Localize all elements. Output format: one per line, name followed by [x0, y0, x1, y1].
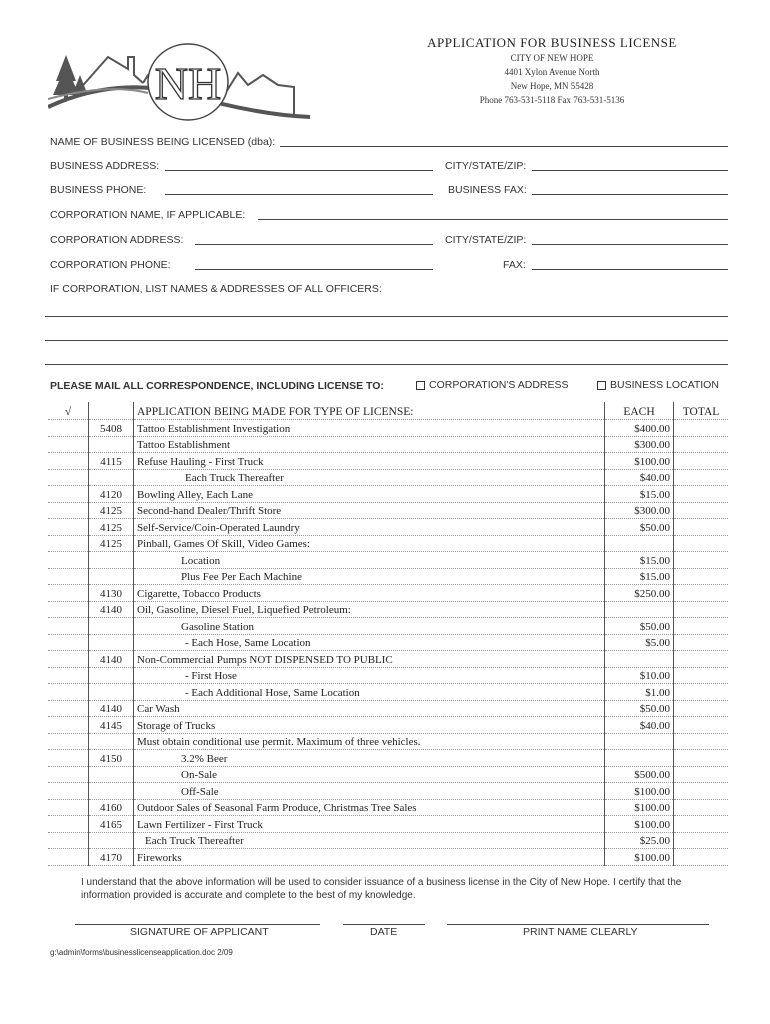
license-description-text: - Each Hose, Same Location — [185, 637, 311, 649]
license-code: 4125 — [89, 535, 134, 552]
each-header: EACH — [605, 402, 674, 420]
license-code: 4145 — [89, 717, 134, 734]
license-code: 5408 — [89, 420, 134, 437]
table-row — [48, 535, 728, 552]
table-row — [48, 766, 728, 783]
table-row — [48, 799, 728, 816]
print-name-input[interactable] — [447, 924, 709, 925]
check-cell[interactable] — [48, 684, 89, 701]
table-row — [48, 651, 728, 668]
check-cell[interactable] — [48, 585, 89, 602]
corp-name-input[interactable] — [258, 219, 728, 220]
each-fee: $15.00 — [605, 552, 674, 569]
total-cell[interactable] — [674, 634, 729, 651]
each-fee: $50.00 — [605, 618, 674, 635]
table-row — [48, 453, 728, 470]
license-code — [89, 766, 134, 783]
corp-phone-label: CORPORATION PHONE: — [50, 259, 171, 271]
total-cell[interactable] — [674, 717, 729, 734]
check-cell[interactable] — [48, 832, 89, 849]
type-header: APPLICATION BEING MADE FOR TYPE OF LICENSE: — [134, 402, 605, 420]
each-fee: $100.00 — [605, 849, 674, 866]
table-row — [48, 601, 728, 618]
license-code — [89, 618, 134, 635]
officers-line-1[interactable] — [45, 316, 728, 317]
license-code: 4160 — [89, 799, 134, 816]
license-description — [134, 799, 605, 816]
each-fee: $15.00 — [605, 568, 674, 585]
check-cell[interactable] — [48, 453, 89, 470]
license-description-text: 3.2% Beer — [181, 752, 228, 765]
check-cell[interactable] — [48, 552, 89, 569]
license-description-text: Car Wash — [137, 703, 180, 715]
file-path: g:\admin\forms\businesslicenseapplication.doc 2/09 — [50, 948, 233, 957]
license-code — [89, 733, 134, 750]
print-name-label: PRINT NAME CLEARLY — [523, 926, 638, 938]
each-fee: $25.00 — [605, 832, 674, 849]
license-description-text: Tattoo Establishment — [137, 439, 231, 451]
business-fax-label: BUSINESS FAX: — [448, 184, 527, 196]
form-title: APPLICATION FOR BUSINESS LICENSE — [427, 35, 677, 50]
table-header-row — [48, 402, 728, 420]
each-fee: $100.00 — [605, 799, 674, 816]
license-description — [134, 469, 605, 486]
each-fee: $40.00 — [605, 717, 674, 734]
license-description — [134, 436, 605, 453]
table-row — [48, 568, 728, 585]
check-cell[interactable] — [48, 502, 89, 519]
license-description — [134, 651, 605, 668]
license-description — [134, 766, 605, 783]
corp-phone-input[interactable] — [195, 269, 433, 270]
license-code: 4140 — [89, 700, 134, 717]
license-description — [134, 585, 605, 602]
total-cell[interactable] — [674, 849, 729, 866]
check-cell[interactable] — [48, 667, 89, 684]
license-description — [134, 667, 605, 684]
license-code — [89, 684, 134, 701]
corp-address-label: CORPORATION ADDRESS: — [50, 234, 184, 246]
each-fee — [605, 750, 674, 767]
check-cell[interactable] — [48, 717, 89, 734]
total-cell[interactable] — [674, 651, 729, 668]
corp-city-state-zip-input[interactable] — [532, 244, 728, 245]
logo-letters: NH — [154, 58, 222, 109]
license-description-text: - Each Additional Hose, Same Location — [185, 686, 360, 699]
date-label: DATE — [370, 926, 398, 938]
license-description — [134, 535, 605, 552]
check-cell[interactable] — [48, 469, 89, 486]
license-code: 4115 — [89, 453, 134, 470]
each-fee: $50.00 — [605, 700, 674, 717]
license-description-text: Plus Fee Per Each Machine — [181, 571, 302, 583]
total-cell[interactable] — [674, 684, 729, 701]
table-row — [48, 684, 728, 701]
city-name: CITY OF NEW HOPE — [510, 53, 594, 63]
check-cell[interactable] — [48, 651, 89, 668]
each-fee — [605, 651, 674, 668]
total-cell[interactable] — [674, 601, 729, 618]
total-header: TOTAL — [674, 402, 729, 420]
table-row — [48, 585, 728, 602]
license-description — [134, 634, 605, 651]
total-cell[interactable] — [674, 766, 729, 783]
each-fee: $100.00 — [605, 816, 674, 833]
table-row — [48, 849, 728, 866]
table-row — [48, 733, 728, 750]
total-cell[interactable] — [674, 832, 729, 849]
city-logo — [48, 35, 316, 125]
license-description — [134, 568, 605, 585]
license-description — [134, 832, 605, 849]
license-code: 4125 — [89, 519, 134, 536]
table-row — [48, 519, 728, 536]
each-fee: $5.00 — [605, 634, 674, 651]
license-code — [89, 783, 134, 800]
check-cell[interactable] — [48, 634, 89, 651]
each-fee — [605, 601, 674, 618]
check-cell[interactable] — [48, 601, 89, 618]
license-description-text: Second-hand Dealer/Thrift Store — [137, 505, 282, 517]
license-code: 4120 — [89, 486, 134, 503]
check-cell[interactable] — [48, 750, 89, 767]
city-state: New Hope, MN 55428 — [510, 81, 594, 91]
license-description-text: Storage of Trucks — [137, 719, 216, 732]
each-fee: $10.00 — [605, 667, 674, 684]
each-fee: $100.00 — [605, 453, 674, 470]
table-row — [48, 700, 728, 717]
city-phone: Phone 763-531-5118 Fax 763-531-5136 — [479, 95, 625, 105]
license-description — [134, 552, 605, 569]
date-input[interactable] — [343, 924, 425, 925]
check-cell[interactable] — [48, 535, 89, 552]
check-cell[interactable] — [48, 849, 89, 866]
check-cell[interactable] — [48, 733, 89, 750]
total-cell[interactable] — [674, 552, 729, 569]
license-description-text: Off-Sale — [181, 785, 219, 798]
option-corp-address-label: CORPORATION'S ADDRESS — [429, 379, 569, 391]
each-fee: $500.00 — [605, 766, 674, 783]
license-description-text: Oil, Gasoline, Diesel Fuel, Liquefied Petroleum: — [137, 604, 351, 616]
license-description-text: - First Hose — [185, 670, 237, 682]
license-code: 4170 — [89, 849, 134, 866]
dba-input[interactable] — [280, 146, 728, 147]
total-cell[interactable] — [674, 436, 729, 453]
option-business-location[interactable] — [597, 379, 719, 391]
officers-label: IF CORPORATION, LIST NAMES & ADDRESSES OF ALL OFFICERS: — [50, 283, 382, 295]
check-cell[interactable] — [48, 420, 89, 437]
dba-label: NAME OF BUSINESS BEING LICENSED (dba): — [50, 136, 276, 148]
check-cell[interactable] — [48, 816, 89, 833]
table-row — [48, 832, 728, 849]
license-description-text: Cigarette, Tobacco Products — [137, 587, 261, 600]
license-description-text: Pinball, Games Of Skill, Video Games: — [137, 538, 310, 550]
business-address-label: BUSINESS ADDRESS: — [50, 160, 160, 172]
license-description — [134, 519, 605, 536]
table-row — [48, 436, 728, 453]
total-cell[interactable] — [674, 733, 729, 750]
license-code: 4125 — [89, 502, 134, 519]
business-address-input[interactable] — [165, 170, 433, 171]
license-description-text: Outdoor Sales of Seasonal Farm Produce, Christmas Tree Sales — [137, 802, 417, 814]
each-fee: $400.00 — [605, 420, 674, 437]
check-cell[interactable] — [48, 700, 89, 717]
fax-label: FAX: — [503, 259, 526, 271]
table-row — [48, 667, 728, 684]
table-row — [48, 502, 728, 519]
license-description — [134, 618, 605, 635]
license-description-text: Refuse Hauling - First Truck — [137, 455, 264, 468]
total-cell[interactable] — [674, 585, 729, 602]
total-cell[interactable] — [674, 502, 729, 519]
license-description-text: Bowling Alley, Each Lane — [137, 488, 253, 501]
corp-address-input[interactable] — [195, 244, 433, 245]
license-description-text: Each Truck Thereafter — [145, 835, 244, 847]
total-cell[interactable] — [674, 799, 729, 816]
total-cell[interactable] — [674, 816, 729, 833]
table-row — [48, 634, 728, 651]
table-row — [48, 420, 728, 437]
license-code: 4130 — [89, 585, 134, 602]
license-description — [134, 502, 605, 519]
license-code: 4165 — [89, 816, 134, 833]
license-description-text: Must obtain conditional use permit. Maximum of three vehicles. — [137, 736, 421, 748]
total-cell[interactable] — [674, 783, 729, 800]
officers-line-3[interactable] — [45, 364, 728, 365]
license-description — [134, 849, 605, 866]
total-cell[interactable] — [674, 519, 729, 536]
license-description-text: Gasoline Station — [181, 620, 255, 633]
total-cell[interactable] — [674, 568, 729, 585]
license-description — [134, 453, 605, 470]
check-header: √ — [48, 402, 89, 420]
license-code — [89, 552, 134, 569]
table-row — [48, 816, 728, 833]
city-state-zip-label: CITY/STATE/ZIP: — [445, 160, 527, 172]
total-cell[interactable] — [674, 750, 729, 767]
total-cell[interactable] — [674, 535, 729, 552]
license-description-text: Non-Commercial Pumps NOT DISPENSED TO PUBLIC — [137, 653, 393, 666]
mail-to-label: PLEASE MAIL ALL CORRESPONDENCE, INCLUDING LICENSE TO: — [50, 380, 384, 392]
each-fee — [605, 733, 674, 750]
corp-name-label: CORPORATION NAME, IF APPLICABLE: — [50, 209, 246, 221]
each-fee: $100.00 — [605, 783, 674, 800]
table-row — [48, 750, 728, 767]
license-description-text: Lawn Fertilizer - First Truck — [137, 818, 263, 831]
total-cell[interactable] — [674, 469, 729, 486]
each-fee: $300.00 — [605, 436, 674, 453]
check-cell[interactable] — [48, 799, 89, 816]
check-cell[interactable] — [48, 568, 89, 585]
total-cell[interactable] — [674, 486, 729, 503]
license-code — [89, 469, 134, 486]
total-cell[interactable] — [674, 667, 729, 684]
table-row — [48, 552, 728, 569]
corp-city-state-zip-label: CITY/STATE/ZIP: — [445, 234, 527, 246]
code-header — [89, 402, 134, 420]
each-fee: $250.00 — [605, 585, 674, 602]
license-description — [134, 684, 605, 701]
license-code: 4140 — [89, 651, 134, 668]
total-cell[interactable] — [674, 700, 729, 717]
license-description-text: Tattoo Establishment Investigation — [137, 422, 291, 435]
license-code — [89, 667, 134, 684]
fax-input[interactable] — [532, 269, 728, 270]
certify-text-2: information provided is accurate and complete to the best of my knowledge. — [81, 890, 416, 901]
business-phone-label: BUSINESS PHONE: — [50, 184, 147, 196]
table-row — [48, 717, 728, 734]
license-code — [89, 634, 134, 651]
business-location-checkbox[interactable] — [597, 381, 606, 390]
corp-address-checkbox[interactable] — [416, 381, 425, 390]
business-fax-input[interactable] — [532, 194, 728, 195]
license-description — [134, 816, 605, 833]
each-fee — [605, 535, 674, 552]
city-address: 4401 Xylon Avenue North — [504, 67, 600, 77]
officers-line-2[interactable] — [45, 340, 728, 341]
license-description — [134, 733, 605, 750]
table-row — [48, 469, 728, 486]
license-description-text: Self-Service/Coin-Operated Laundry — [137, 521, 300, 534]
license-description — [134, 601, 605, 618]
each-fee: $1.00 — [605, 684, 674, 701]
license-description — [134, 486, 605, 503]
each-fee: $15.00 — [605, 486, 674, 503]
check-cell[interactable] — [48, 436, 89, 453]
table-row — [48, 486, 728, 503]
license-code: 4150 — [89, 750, 134, 767]
business-phone-input[interactable] — [165, 194, 433, 195]
each-fee: $50.00 — [605, 519, 674, 536]
license-code — [89, 832, 134, 849]
license-code: 4140 — [89, 601, 134, 618]
total-cell[interactable] — [674, 420, 729, 437]
table-row — [48, 783, 728, 800]
each-fee: $300.00 — [605, 502, 674, 519]
signature-label: SIGNATURE OF APPLICANT — [130, 926, 269, 938]
each-fee: $40.00 — [605, 469, 674, 486]
license-description — [134, 783, 605, 800]
check-cell[interactable] — [48, 486, 89, 503]
license-description — [134, 420, 605, 437]
license-description-text: Location — [181, 554, 221, 567]
license-code — [89, 568, 134, 585]
check-cell[interactable] — [48, 783, 89, 800]
license-description — [134, 717, 605, 734]
city-state-zip-input[interactable] — [532, 170, 728, 171]
license-description-text: On-Sale — [181, 769, 218, 781]
license-description — [134, 750, 605, 767]
license-fee-table — [48, 402, 728, 866]
license-description-text: Each Truck Thereafter — [185, 472, 284, 484]
check-cell[interactable] — [48, 766, 89, 783]
signature-input[interactable] — [75, 924, 320, 925]
certify-text-1: I understand that the above information will be used to consider issuance of a business license in the City of New Hope. I certify that the — [81, 877, 682, 888]
option-corp-address[interactable] — [416, 379, 569, 391]
check-cell[interactable] — [48, 618, 89, 635]
table-row — [48, 618, 728, 635]
total-cell[interactable] — [674, 453, 729, 470]
check-cell[interactable] — [48, 519, 89, 536]
license-description — [134, 700, 605, 717]
total-cell[interactable] — [674, 618, 729, 635]
option-business-location-label: BUSINESS LOCATION — [610, 379, 719, 391]
license-code — [89, 436, 134, 453]
license-description-text: Fireworks — [137, 851, 182, 864]
